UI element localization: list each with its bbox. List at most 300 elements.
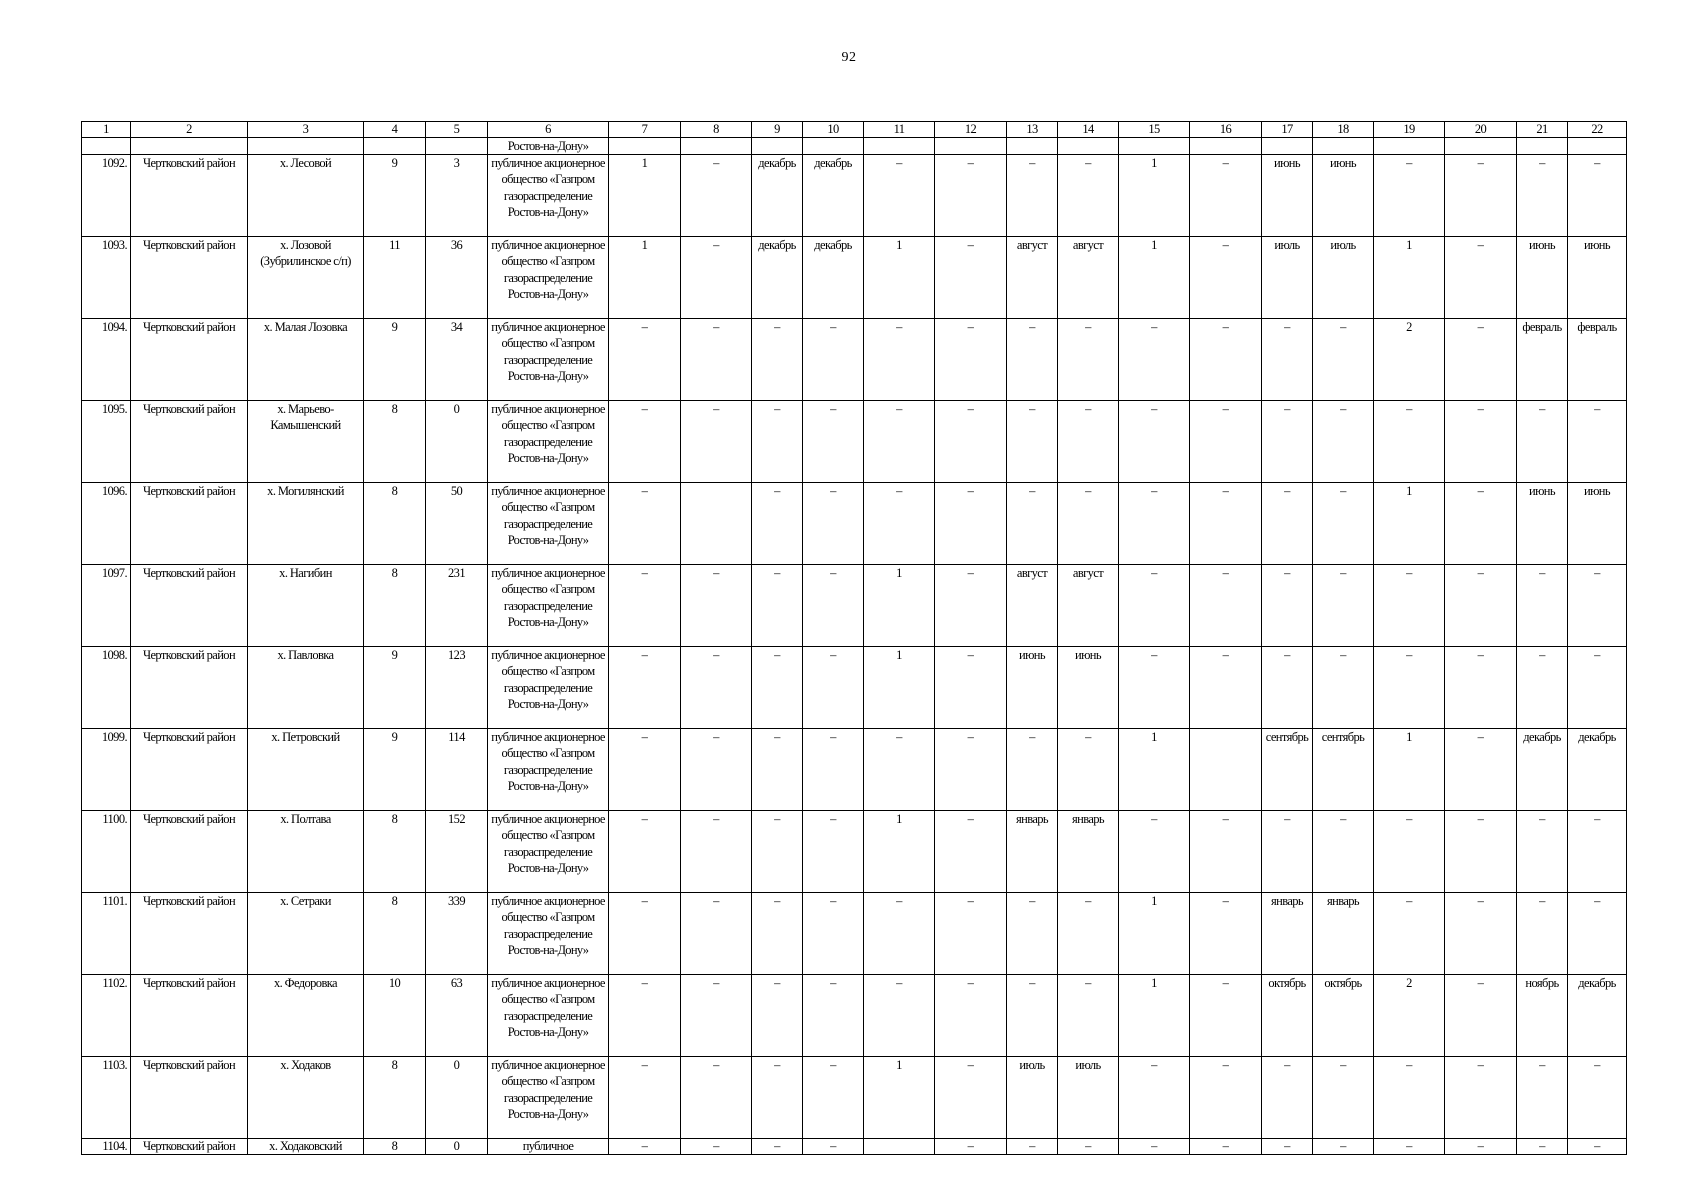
settlement-cell: х. Могилянский xyxy=(248,483,364,565)
row-number: 1104. xyxy=(82,1139,131,1155)
settlement-cell: х. Петровский xyxy=(248,729,364,811)
settlement-cell: х. Нагибин xyxy=(248,565,364,647)
schedule-cell-20: – xyxy=(1445,237,1517,319)
schedule-cell-11 xyxy=(864,1139,935,1155)
schedule-cell-18: – xyxy=(1313,565,1374,647)
schedule-cell-22: – xyxy=(1568,155,1627,237)
schedule-cell-10: – xyxy=(803,811,864,893)
continuation-empty-cell xyxy=(1262,138,1313,155)
schedule-cell-21: – xyxy=(1517,893,1568,975)
schedule-cell-19: – xyxy=(1374,401,1445,483)
table-row xyxy=(82,811,1627,893)
settlement-cell: х. Малая Лозовка xyxy=(248,319,364,401)
table-row xyxy=(82,155,1627,237)
schedule-cell-10: – xyxy=(803,975,864,1057)
schedule-cell-13: – xyxy=(1007,483,1058,565)
column-number-2: 2 xyxy=(131,122,248,138)
schedule-cell-17: июль xyxy=(1262,237,1313,319)
schedule-cell-16: – xyxy=(1190,1139,1262,1155)
schedule-cell-10: – xyxy=(803,1139,864,1155)
column-number-22: 22 xyxy=(1568,122,1627,138)
schedule-cell-22: февраль xyxy=(1568,319,1627,401)
district-cell: Чертковский район xyxy=(131,811,248,893)
schedule-cell-19: – xyxy=(1374,811,1445,893)
schedule-cell-9: – xyxy=(752,647,803,729)
schedule-cell-7: 1 xyxy=(609,237,681,319)
schedule-cell-12: – xyxy=(935,811,1007,893)
schedule-cell-22: декабрь xyxy=(1568,975,1627,1057)
schedule-cell-13: – xyxy=(1007,729,1058,811)
column-number-18: 18 xyxy=(1313,122,1374,138)
continuation-empty-cell xyxy=(1007,138,1058,155)
continuation-empty-cell xyxy=(1119,138,1190,155)
col5-cell: 50 xyxy=(426,483,488,565)
schedule-cell-17: – xyxy=(1262,565,1313,647)
column-number-9: 9 xyxy=(752,122,803,138)
schedule-cell-8 xyxy=(681,483,752,565)
schedule-cell-13: – xyxy=(1007,975,1058,1057)
schedule-cell-11: 1 xyxy=(864,1057,935,1139)
schedule-cell-15: 1 xyxy=(1119,729,1190,811)
continuation-empty-cell xyxy=(1568,138,1627,155)
column-number-7: 7 xyxy=(609,122,681,138)
settlement-cell: х. Марьево-Камышенский xyxy=(248,401,364,483)
continuation-empty-cell xyxy=(364,138,426,155)
district-cell: Чертковский район xyxy=(131,647,248,729)
schedule-cell-10: – xyxy=(803,483,864,565)
schedule-cell-10: – xyxy=(803,647,864,729)
schedule-cell-20: – xyxy=(1445,975,1517,1057)
schedule-cell-11: 1 xyxy=(864,811,935,893)
schedule-cell-22: – xyxy=(1568,1057,1627,1139)
schedule-cell-10: декабрь xyxy=(803,155,864,237)
schedule-cell-22: – xyxy=(1568,893,1627,975)
schedule-cell-12: – xyxy=(935,729,1007,811)
schedule-cell-7: – xyxy=(609,729,681,811)
schedule-cell-12: – xyxy=(935,975,1007,1057)
schedule-cell-21: – xyxy=(1517,811,1568,893)
schedule-cell-13: август xyxy=(1007,237,1058,319)
schedule-cell-17: – xyxy=(1262,319,1313,401)
continuation-empty-cell xyxy=(681,138,752,155)
column-number-6: 6 xyxy=(488,122,609,138)
schedule-cell-10: – xyxy=(803,401,864,483)
continuation-empty-cell xyxy=(752,138,803,155)
column-number-19: 19 xyxy=(1374,122,1445,138)
schedule-cell-21: – xyxy=(1517,565,1568,647)
table-row xyxy=(82,1139,1627,1155)
schedule-cell-16: – xyxy=(1190,483,1262,565)
schedule-cell-13: январь xyxy=(1007,811,1058,893)
col4-cell: 11 xyxy=(364,237,426,319)
schedule-cell-12: – xyxy=(935,237,1007,319)
schedule-cell-20: – xyxy=(1445,647,1517,729)
schedule-cell-19: – xyxy=(1374,893,1445,975)
continuation-empty-cell xyxy=(1190,138,1262,155)
schedule-cell-13: – xyxy=(1007,155,1058,237)
schedule-cell-14: январь xyxy=(1058,811,1119,893)
table-row xyxy=(82,647,1627,729)
column-number-10: 10 xyxy=(803,122,864,138)
schedule-cell-11: 1 xyxy=(864,237,935,319)
table-row xyxy=(82,975,1627,1057)
schedule-cell-20: – xyxy=(1445,155,1517,237)
schedule-cell-18: – xyxy=(1313,483,1374,565)
column-number-5: 5 xyxy=(426,122,488,138)
schedule-cell-21: – xyxy=(1517,1057,1568,1139)
col5-cell: 339 xyxy=(426,893,488,975)
schedule-cell-13: – xyxy=(1007,401,1058,483)
schedule-cell-12: – xyxy=(935,155,1007,237)
schedule-cell-22: – xyxy=(1568,1139,1627,1155)
schedule-cell-17: – xyxy=(1262,811,1313,893)
schedule-cell-21: – xyxy=(1517,647,1568,729)
table-row xyxy=(82,319,1627,401)
continuation-empty-cell xyxy=(248,138,364,155)
schedule-cell-8: – xyxy=(681,237,752,319)
schedule-cell-8: – xyxy=(681,565,752,647)
schedule-cell-11: – xyxy=(864,893,935,975)
col4-cell: 8 xyxy=(364,1057,426,1139)
schedule-cell-9: – xyxy=(752,975,803,1057)
continuation-empty-cell xyxy=(1058,138,1119,155)
col5-cell: 0 xyxy=(426,1139,488,1155)
continuation-empty-cell xyxy=(426,138,488,155)
schedule-cell-12: – xyxy=(935,1057,1007,1139)
schedule-cell-15: – xyxy=(1119,811,1190,893)
schedule-cell-15: – xyxy=(1119,319,1190,401)
schedule-cell-15: 1 xyxy=(1119,237,1190,319)
continuation-empty-cell xyxy=(609,138,681,155)
schedule-cell-15: – xyxy=(1119,401,1190,483)
schedule-cell-19: – xyxy=(1374,1057,1445,1139)
continuation-empty-cell xyxy=(82,138,131,155)
settlement-cell: х. Ходаковский xyxy=(248,1139,364,1155)
schedule-cell-14: август xyxy=(1058,565,1119,647)
schedule-cell-8: – xyxy=(681,155,752,237)
continuation-empty-cell xyxy=(803,138,864,155)
schedule-cell-19: 2 xyxy=(1374,975,1445,1057)
schedule-cell-18: – xyxy=(1313,1139,1374,1155)
schedule-cell-9: – xyxy=(752,401,803,483)
schedule-cell-8: – xyxy=(681,1139,752,1155)
row-number: 1094. xyxy=(82,319,131,401)
row-number: 1100. xyxy=(82,811,131,893)
organization-cell: публичное акционерное общество «Газпром газораспределение Ростов-на-Дону» xyxy=(488,893,609,975)
schedule-cell-14: – xyxy=(1058,319,1119,401)
schedule-cell-16: – xyxy=(1190,975,1262,1057)
schedule-cell-21: ноябрь xyxy=(1517,975,1568,1057)
schedule-cell-20: – xyxy=(1445,893,1517,975)
schedule-cell-17: октябрь xyxy=(1262,975,1313,1057)
schedule-cell-10: – xyxy=(803,1057,864,1139)
continuation-empty-cell xyxy=(131,138,248,155)
col5-cell: 114 xyxy=(426,729,488,811)
schedule-cell-8: – xyxy=(681,647,752,729)
schedule-cell-11: – xyxy=(864,319,935,401)
schedule-cell-9: – xyxy=(752,1139,803,1155)
schedule-cell-7: – xyxy=(609,319,681,401)
col5-cell: 231 xyxy=(426,565,488,647)
col4-cell: 8 xyxy=(364,483,426,565)
col4-cell: 9 xyxy=(364,155,426,237)
organization-cell: публичное акционерное общество «Газпром газораспределение Ростов-на-Дону» xyxy=(488,483,609,565)
schedule-cell-8: – xyxy=(681,319,752,401)
schedule-cell-15: 1 xyxy=(1119,893,1190,975)
column-number-4: 4 xyxy=(364,122,426,138)
schedule-cell-7: – xyxy=(609,401,681,483)
table-row xyxy=(82,1057,1627,1139)
schedule-cell-20: – xyxy=(1445,401,1517,483)
col5-cell: 152 xyxy=(426,811,488,893)
col5-cell: 3 xyxy=(426,155,488,237)
district-cell: Чертковский район xyxy=(131,565,248,647)
schedule-cell-16: – xyxy=(1190,155,1262,237)
schedule-cell-14: – xyxy=(1058,893,1119,975)
page-number: 92 xyxy=(841,50,857,65)
schedule-cell-16: – xyxy=(1190,565,1262,647)
col5-cell: 123 xyxy=(426,647,488,729)
schedule-cell-11: – xyxy=(864,483,935,565)
row-number: 1101. xyxy=(82,893,131,975)
schedule-cell-20: – xyxy=(1445,483,1517,565)
schedule-cell-14: – xyxy=(1058,729,1119,811)
schedule-cell-18: – xyxy=(1313,811,1374,893)
col4-cell: 9 xyxy=(364,729,426,811)
schedule-cell-9: – xyxy=(752,565,803,647)
table-row xyxy=(82,565,1627,647)
col4-cell: 8 xyxy=(364,565,426,647)
district-cell: Чертковский район xyxy=(131,1057,248,1139)
schedule-cell-17: сентябрь xyxy=(1262,729,1313,811)
organization-cell: публичное акционерное общество «Газпром газораспределение Ростов-на-Дону» xyxy=(488,565,609,647)
schedule-cell-15: – xyxy=(1119,1139,1190,1155)
schedule-cell-14: июль xyxy=(1058,1057,1119,1139)
schedule-cell-9: – xyxy=(752,811,803,893)
organization-cell: публичное акционерное общество «Газпром газораспределение Ростов-на-Дону» xyxy=(488,811,609,893)
organization-cell: публичное акционерное общество «Газпром газораспределение Ростов-на-Дону» xyxy=(488,729,609,811)
column-number-row xyxy=(82,122,1627,138)
schedule-cell-11: 1 xyxy=(864,565,935,647)
schedule-cell-17: – xyxy=(1262,1139,1313,1155)
continuation-empty-cell xyxy=(935,138,1007,155)
schedule-cell-11: – xyxy=(864,155,935,237)
schedule-cell-21: декабрь xyxy=(1517,729,1568,811)
schedule-cell-22: – xyxy=(1568,811,1627,893)
schedule-cell-14: – xyxy=(1058,1139,1119,1155)
schedule-cell-19: – xyxy=(1374,1139,1445,1155)
settlement-cell: х. Полтава xyxy=(248,811,364,893)
schedule-cell-16: – xyxy=(1190,401,1262,483)
col4-cell: 8 xyxy=(364,401,426,483)
schedule-cell-9: – xyxy=(752,729,803,811)
schedule-cell-11: 1 xyxy=(864,647,935,729)
continuation-row xyxy=(82,138,1627,155)
row-number: 1096. xyxy=(82,483,131,565)
schedule-cell-15: – xyxy=(1119,565,1190,647)
schedule-cell-18: октябрь xyxy=(1313,975,1374,1057)
schedule-cell-13: – xyxy=(1007,893,1058,975)
settlement-cell: х. Павловка xyxy=(248,647,364,729)
schedule-cell-15: – xyxy=(1119,647,1190,729)
column-number-21: 21 xyxy=(1517,122,1568,138)
column-number-20: 20 xyxy=(1445,122,1517,138)
column-number-8: 8 xyxy=(681,122,752,138)
schedule-cell-15: – xyxy=(1119,1057,1190,1139)
organization-cell: публичное акционерное общество «Газпром газораспределение Ростов-на-Дону» xyxy=(488,647,609,729)
schedule-cell-16 xyxy=(1190,729,1262,811)
schedule-cell-20: – xyxy=(1445,319,1517,401)
schedule-cell-8: – xyxy=(681,893,752,975)
column-number-16: 16 xyxy=(1190,122,1262,138)
schedule-cell-21: февраль xyxy=(1517,319,1568,401)
schedule-cell-22: июнь xyxy=(1568,237,1627,319)
schedule-cell-10: декабрь xyxy=(803,237,864,319)
schedule-cell-16: – xyxy=(1190,319,1262,401)
schedule-cell-12: – xyxy=(935,401,1007,483)
schedule-cell-13: июль xyxy=(1007,1057,1058,1139)
schedule-cell-19: 1 xyxy=(1374,237,1445,319)
schedule-cell-14: – xyxy=(1058,401,1119,483)
settlement-cell: х. Ходаков xyxy=(248,1057,364,1139)
col5-cell: 0 xyxy=(426,401,488,483)
district-cell: Чертковский район xyxy=(131,975,248,1057)
organization-cell: публичное акционерное общество «Газпром газораспределение Ростов-на-Дону» xyxy=(488,237,609,319)
continuation-org-cell: Ростов-на-Дону» xyxy=(488,138,609,155)
schedule-cell-17: январь xyxy=(1262,893,1313,975)
column-number-12: 12 xyxy=(935,122,1007,138)
schedule-cell-11: – xyxy=(864,975,935,1057)
schedule-cell-18: – xyxy=(1313,401,1374,483)
schedule-cell-16: – xyxy=(1190,647,1262,729)
schedule-cell-17: – xyxy=(1262,1057,1313,1139)
schedule-cell-11: – xyxy=(864,401,935,483)
schedule-cell-7: – xyxy=(609,1139,681,1155)
continuation-empty-cell xyxy=(864,138,935,155)
schedule-cell-21: – xyxy=(1517,1139,1568,1155)
schedule-cell-8: – xyxy=(681,975,752,1057)
column-number-17: 17 xyxy=(1262,122,1313,138)
table-row xyxy=(82,483,1627,565)
row-number: 1102. xyxy=(82,975,131,1057)
column-number-11: 11 xyxy=(864,122,935,138)
schedule-cell-10: – xyxy=(803,893,864,975)
district-cell: Чертковский район xyxy=(131,237,248,319)
schedule-cell-18: – xyxy=(1313,319,1374,401)
schedule-cell-9: – xyxy=(752,483,803,565)
schedule-cell-19: 2 xyxy=(1374,319,1445,401)
schedule-cell-14: – xyxy=(1058,155,1119,237)
schedule-cell-18: – xyxy=(1313,1057,1374,1139)
schedule-cell-17: июнь xyxy=(1262,155,1313,237)
district-cell: Чертковский район xyxy=(131,729,248,811)
col5-cell: 63 xyxy=(426,975,488,1057)
schedule-cell-14: – xyxy=(1058,483,1119,565)
schedule-cell-18: июнь xyxy=(1313,155,1374,237)
schedule-cell-8: – xyxy=(681,729,752,811)
row-number: 1097. xyxy=(82,565,131,647)
schedule-cell-19: 1 xyxy=(1374,729,1445,811)
schedule-cell-20: – xyxy=(1445,811,1517,893)
schedule-cell-21: июнь xyxy=(1517,483,1568,565)
schedule-cell-16: – xyxy=(1190,811,1262,893)
schedule-cell-18: сентябрь xyxy=(1313,729,1374,811)
col5-cell: 34 xyxy=(426,319,488,401)
schedule-cell-13: – xyxy=(1007,319,1058,401)
schedule-cell-17: – xyxy=(1262,647,1313,729)
continuation-empty-cell xyxy=(1374,138,1445,155)
col4-cell: 8 xyxy=(364,811,426,893)
organization-cell: публичное xyxy=(488,1139,609,1155)
schedule-cell-16: – xyxy=(1190,1057,1262,1139)
schedule-cell-15: 1 xyxy=(1119,155,1190,237)
organization-cell: публичное акционерное общество «Газпром газораспределение Ростов-на-Дону» xyxy=(488,1057,609,1139)
schedule-cell-17: – xyxy=(1262,401,1313,483)
continuation-empty-cell xyxy=(1445,138,1517,155)
schedule-cell-7: – xyxy=(609,975,681,1057)
district-cell: Чертковский район xyxy=(131,483,248,565)
schedule-cell-16: – xyxy=(1190,893,1262,975)
schedule-cell-9: декабрь xyxy=(752,237,803,319)
schedule-cell-12: – xyxy=(935,319,1007,401)
row-number: 1103. xyxy=(82,1057,131,1139)
schedule-cell-22: – xyxy=(1568,401,1627,483)
schedule-cell-13: июнь xyxy=(1007,647,1058,729)
schedule-cell-7: – xyxy=(609,811,681,893)
schedule-cell-12: – xyxy=(935,565,1007,647)
schedule-cell-20: – xyxy=(1445,1139,1517,1155)
schedule-cell-12: – xyxy=(935,647,1007,729)
schedule-cell-14: – xyxy=(1058,975,1119,1057)
column-number-13: 13 xyxy=(1007,122,1058,138)
column-number-14: 14 xyxy=(1058,122,1119,138)
schedule-cell-22: июнь xyxy=(1568,483,1627,565)
schedule-cell-12: – xyxy=(935,483,1007,565)
organization-cell: публичное акционерное общество «Газпром газораспределение Ростов-на-Дону» xyxy=(488,401,609,483)
schedule-cell-7: – xyxy=(609,893,681,975)
district-cell: Чертковский район xyxy=(131,893,248,975)
schedule-cell-9: декабрь xyxy=(752,155,803,237)
schedule-cell-7: – xyxy=(609,565,681,647)
col4-cell: 9 xyxy=(364,647,426,729)
schedule-cell-21: июнь xyxy=(1517,237,1568,319)
schedule-cell-19: – xyxy=(1374,155,1445,237)
district-cell: Чертковский район xyxy=(131,401,248,483)
row-number: 1093. xyxy=(82,237,131,319)
schedule-cell-16: – xyxy=(1190,237,1262,319)
schedule-cell-21: – xyxy=(1517,155,1568,237)
organization-cell: публичное акционерное общество «Газпром газораспределение Ростов-на-Дону» xyxy=(488,975,609,1057)
schedule-cell-9: – xyxy=(752,893,803,975)
settlement-cell: х. Лесовой xyxy=(248,155,364,237)
col4-cell: 8 xyxy=(364,893,426,975)
row-number: 1095. xyxy=(82,401,131,483)
settlement-cell: х. Федоровка xyxy=(248,975,364,1057)
table-row xyxy=(82,401,1627,483)
schedule-cell-19: – xyxy=(1374,647,1445,729)
row-number: 1092. xyxy=(82,155,131,237)
column-number-3: 3 xyxy=(248,122,364,138)
schedule-cell-7: 1 xyxy=(609,155,681,237)
schedule-cell-10: – xyxy=(803,319,864,401)
schedule-cell-9: – xyxy=(752,1057,803,1139)
col5-cell: 0 xyxy=(426,1057,488,1139)
table-row xyxy=(82,729,1627,811)
schedule-cell-8: – xyxy=(681,811,752,893)
schedule-cell-13: август xyxy=(1007,565,1058,647)
settlement-cell: х. Лозовой (Зубрилинское с/п) xyxy=(248,237,364,319)
schedule-cell-15: 1 xyxy=(1119,975,1190,1057)
